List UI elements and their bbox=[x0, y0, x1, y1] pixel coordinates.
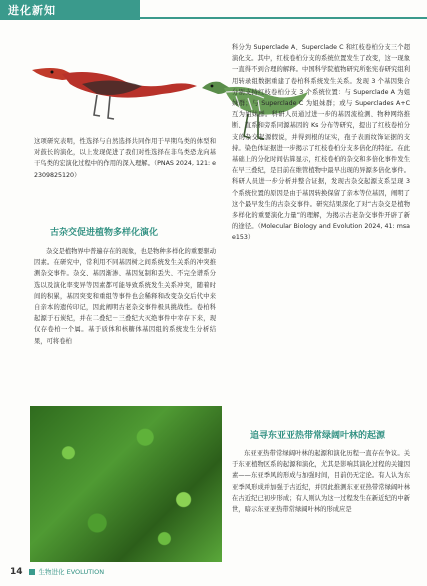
magazine-name: 生物进化 EVOLUTION bbox=[38, 568, 105, 576]
footer-mark bbox=[29, 569, 35, 575]
bird-reconstruction-illustration bbox=[22, 40, 202, 130]
section-header bbox=[0, 0, 427, 20]
page-footer bbox=[10, 567, 104, 577]
col2-heading: 追寻东亚亚热带常绿阔叶林的起源 bbox=[250, 431, 386, 441]
selaginella-photo bbox=[30, 406, 222, 562]
col2-paragraph-1: 科分为 Superclade A、Superclade C 和红枝卷柏分支三个超演化支。其中，红枝卷柏分支的系统位置发生了改变，这一现象一直得不到合理的解释。中国科学院植物研究所张宪春研究组利用转录组数据重建了卷柏科系统发生关系。发现 3 个基因集合分别支持红枝卷柏分支 3 个系统位置：与 Superclade A 为姐妹群；与 Superclade C 为姐妹群；或与 Superclades A+C 互为姐妹群。科研人员通过进一步的基因流检测、物种网络推断、直系和旁系同源基因的 Ks 分布等研究，提出了红枝卷柏分支的杂交起源假说，并得到根的证实，孢子表面纹饰证据的支持。染色体证据进一步揭示了红枝卷柏分支多倍化的特征。在此基础上的分化时间估算显示，红枝卷柏的杂交和多倍化事件发生在早三叠纪，是目前在维管植物中最早出现的异源多倍化事件。科研人员进一步分析并整合证据，发现古杂交起源支系呈现 3 个系统位置的原因是由于基因转换保留了亲本等位基因，阐明了这个最早发生的古杂交事件。研究结果深化了对“古杂交是植物多样化的重要演化力量”的理解，为揭示古老杂交事件开辟了新的途径。（Molecular Biology and Evolution 2024, 41: msae153） bbox=[232, 44, 410, 242]
col1-heading: 古杂交促进植物多样化演化 bbox=[50, 228, 159, 238]
page-number: 14 bbox=[10, 567, 23, 577]
col1-paragraph-2: 杂交是植物界中普遍存在的现象，也是物种多样化的重要驱动因素。在研究中，常利用不同基因树之间系统发生关系的冲突推测杂交事件。杂交、基因渐渗、基因复制和丢失、不完全谱系分选以及演化率变异等因素都可能导致系统发生关系冲突，随着时间的积累，基因突变和重组等事件也会稀释和改变杂交后代中来自亲本的遗传印记，因此阐明古老杂交事件极具挑战性。卷柏科起源于石炭纪，并在二叠纪－三叠纪大灭绝事件中幸存下来，现仅存卷柏一个属。基于质体和核糖体基因组的系统发生分析结果，可将卷柏 bbox=[34, 248, 217, 345]
col2-paragraph-2: 东亚亚热带常绿阔叶林的起源和演化历程一直存在争议。关于东亚植物区系的起源和演化，尤其是影响其演化过程的关键因素——东亚季风的形成与加强时间，目前仍无定论。有人认为东亚季风形成并加强于古近纪，并因此推测东亚亚热带常绿阔叶林在古近纪已初步形成；有人则认为这一过程发生在新近纪的中新世，暗示东亚亚热带常绿阔叶林的形成应是 bbox=[232, 450, 410, 514]
section-title: 进化新知 bbox=[8, 4, 56, 17]
col1-paragraph-1: 这项研究表明，性选择与自然选择共同作用于早期鸟类的体型和对鼓长的演化，以上发现促进了我们对性选择在非鸟类恐龙向基干鸟类的宏演化过程中的作用的深入理解。（PNAS 2024, 121: e2309825120） bbox=[34, 138, 216, 179]
